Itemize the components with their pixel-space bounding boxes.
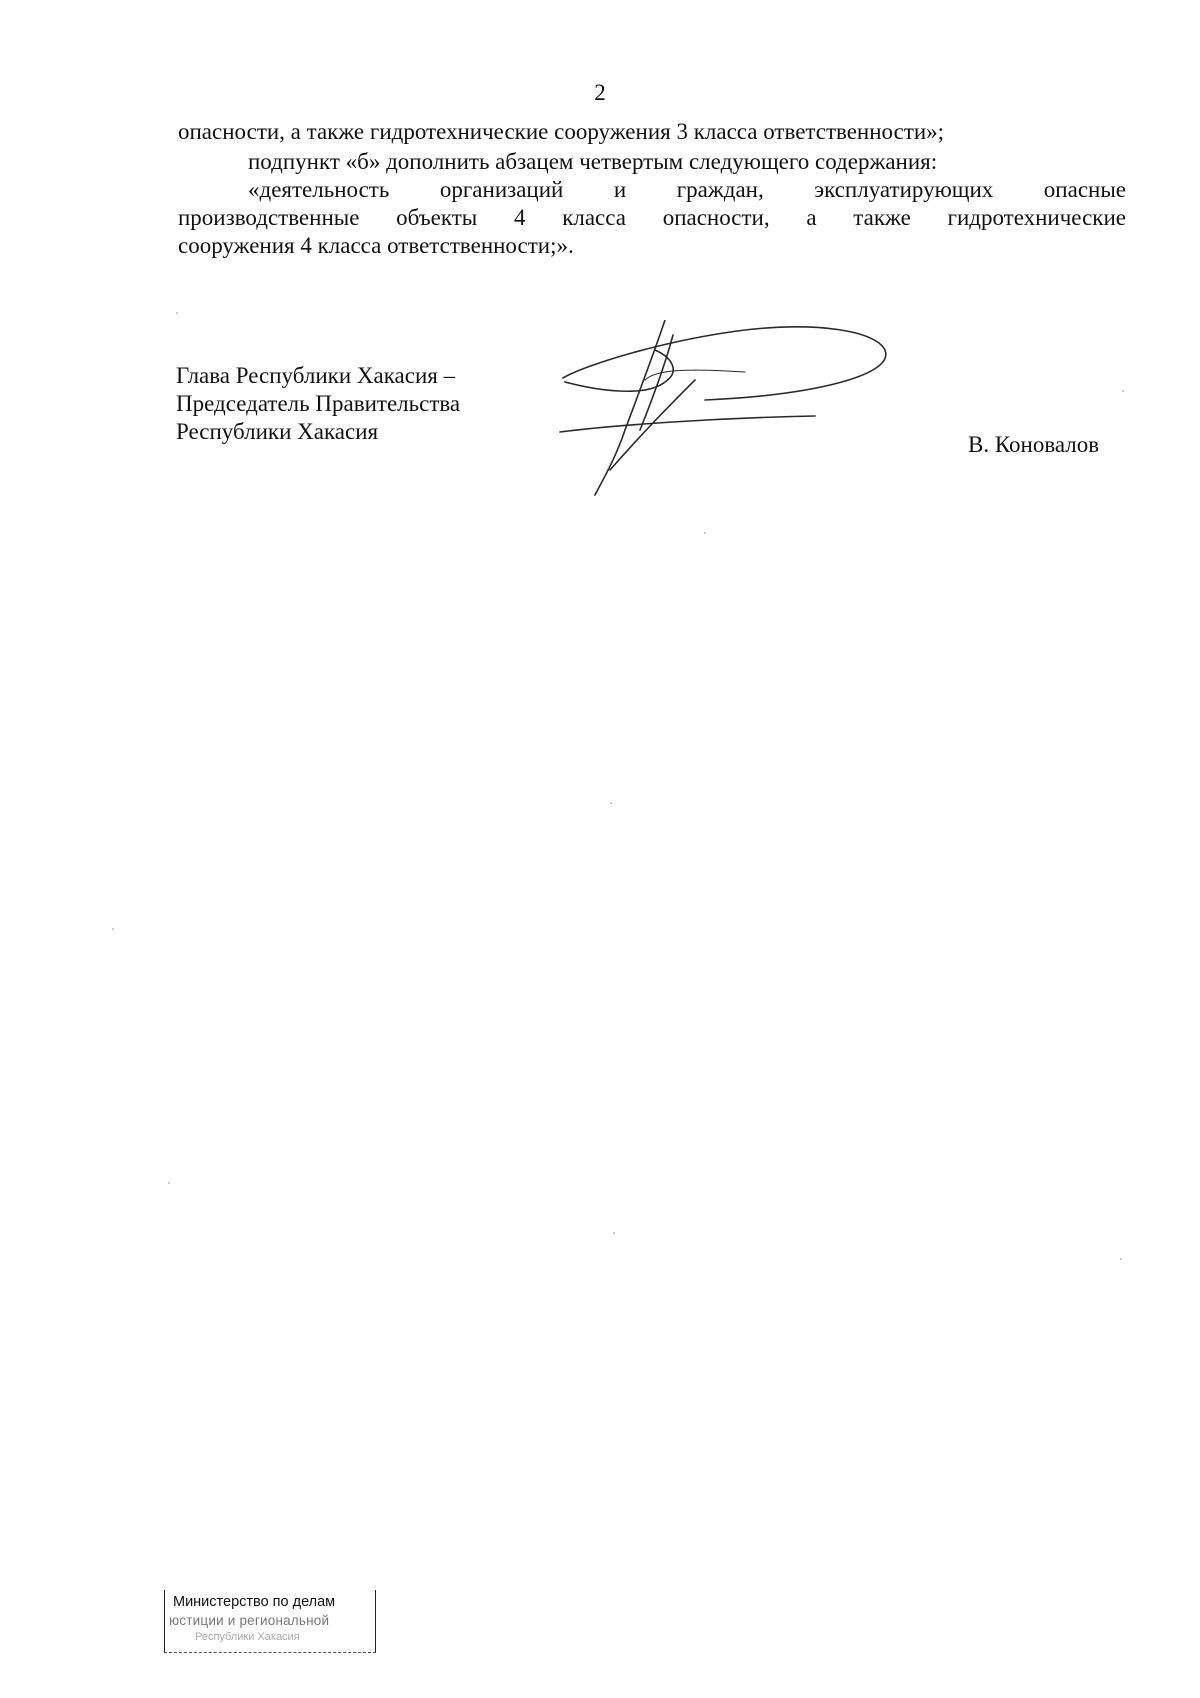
word: класса: [562, 205, 626, 230]
document-body: [178, 118, 1126, 278]
signatory-title-line: Председатель Правительства: [176, 391, 461, 416]
word: также: [853, 205, 911, 230]
text-line: подпункт «б» дополнить абзацем четвертым следующего содержания:: [248, 149, 938, 174]
scan-speck: [613, 1232, 615, 1234]
stamp-text: юстиции и региональной: [169, 1613, 330, 1628]
word: а: [806, 205, 817, 230]
registration-stamp: [164, 1590, 376, 1653]
scan-speck: [704, 532, 706, 534]
page-number: 2: [594, 80, 606, 105]
word: объекты: [396, 205, 478, 230]
word: опасные: [1043, 177, 1126, 202]
scan-speck: [168, 1182, 170, 1184]
handwritten-signature: [555, 320, 895, 500]
stamp-text: Республики Хакасия: [195, 1631, 300, 1643]
scan-speck: [1120, 1258, 1122, 1260]
justified-line: [248, 176, 1126, 204]
word: «деятельность: [248, 177, 390, 202]
text-line: опасности, а также гидротехнические сооружения 3 класса ответственности»;: [178, 119, 945, 144]
signatory-title-line: Республики Хакасия: [176, 419, 379, 444]
scan-speck: [1122, 390, 1124, 392]
signatory-title: [176, 362, 460, 446]
signatory-title-line: Глава Республики Хакасия –: [176, 363, 456, 388]
word: и: [613, 177, 627, 202]
word: производственные: [178, 205, 360, 230]
stamp-text: Министерство по делам: [173, 1594, 336, 1610]
word: эксплуатирующих: [814, 177, 994, 202]
word: гидротехнические: [947, 205, 1126, 230]
word: граждан,: [676, 177, 764, 202]
scan-speck: [176, 312, 178, 314]
signatory-name: В. Коновалов: [968, 432, 1100, 457]
scan-speck: [610, 802, 612, 804]
word: организаций: [439, 177, 564, 202]
justified-line: [178, 204, 1126, 232]
word: 4: [513, 205, 526, 230]
word: опасности,: [662, 205, 770, 230]
scan-speck: [112, 928, 114, 930]
text-line: сооружения 4 класса ответственности;».: [178, 233, 574, 258]
